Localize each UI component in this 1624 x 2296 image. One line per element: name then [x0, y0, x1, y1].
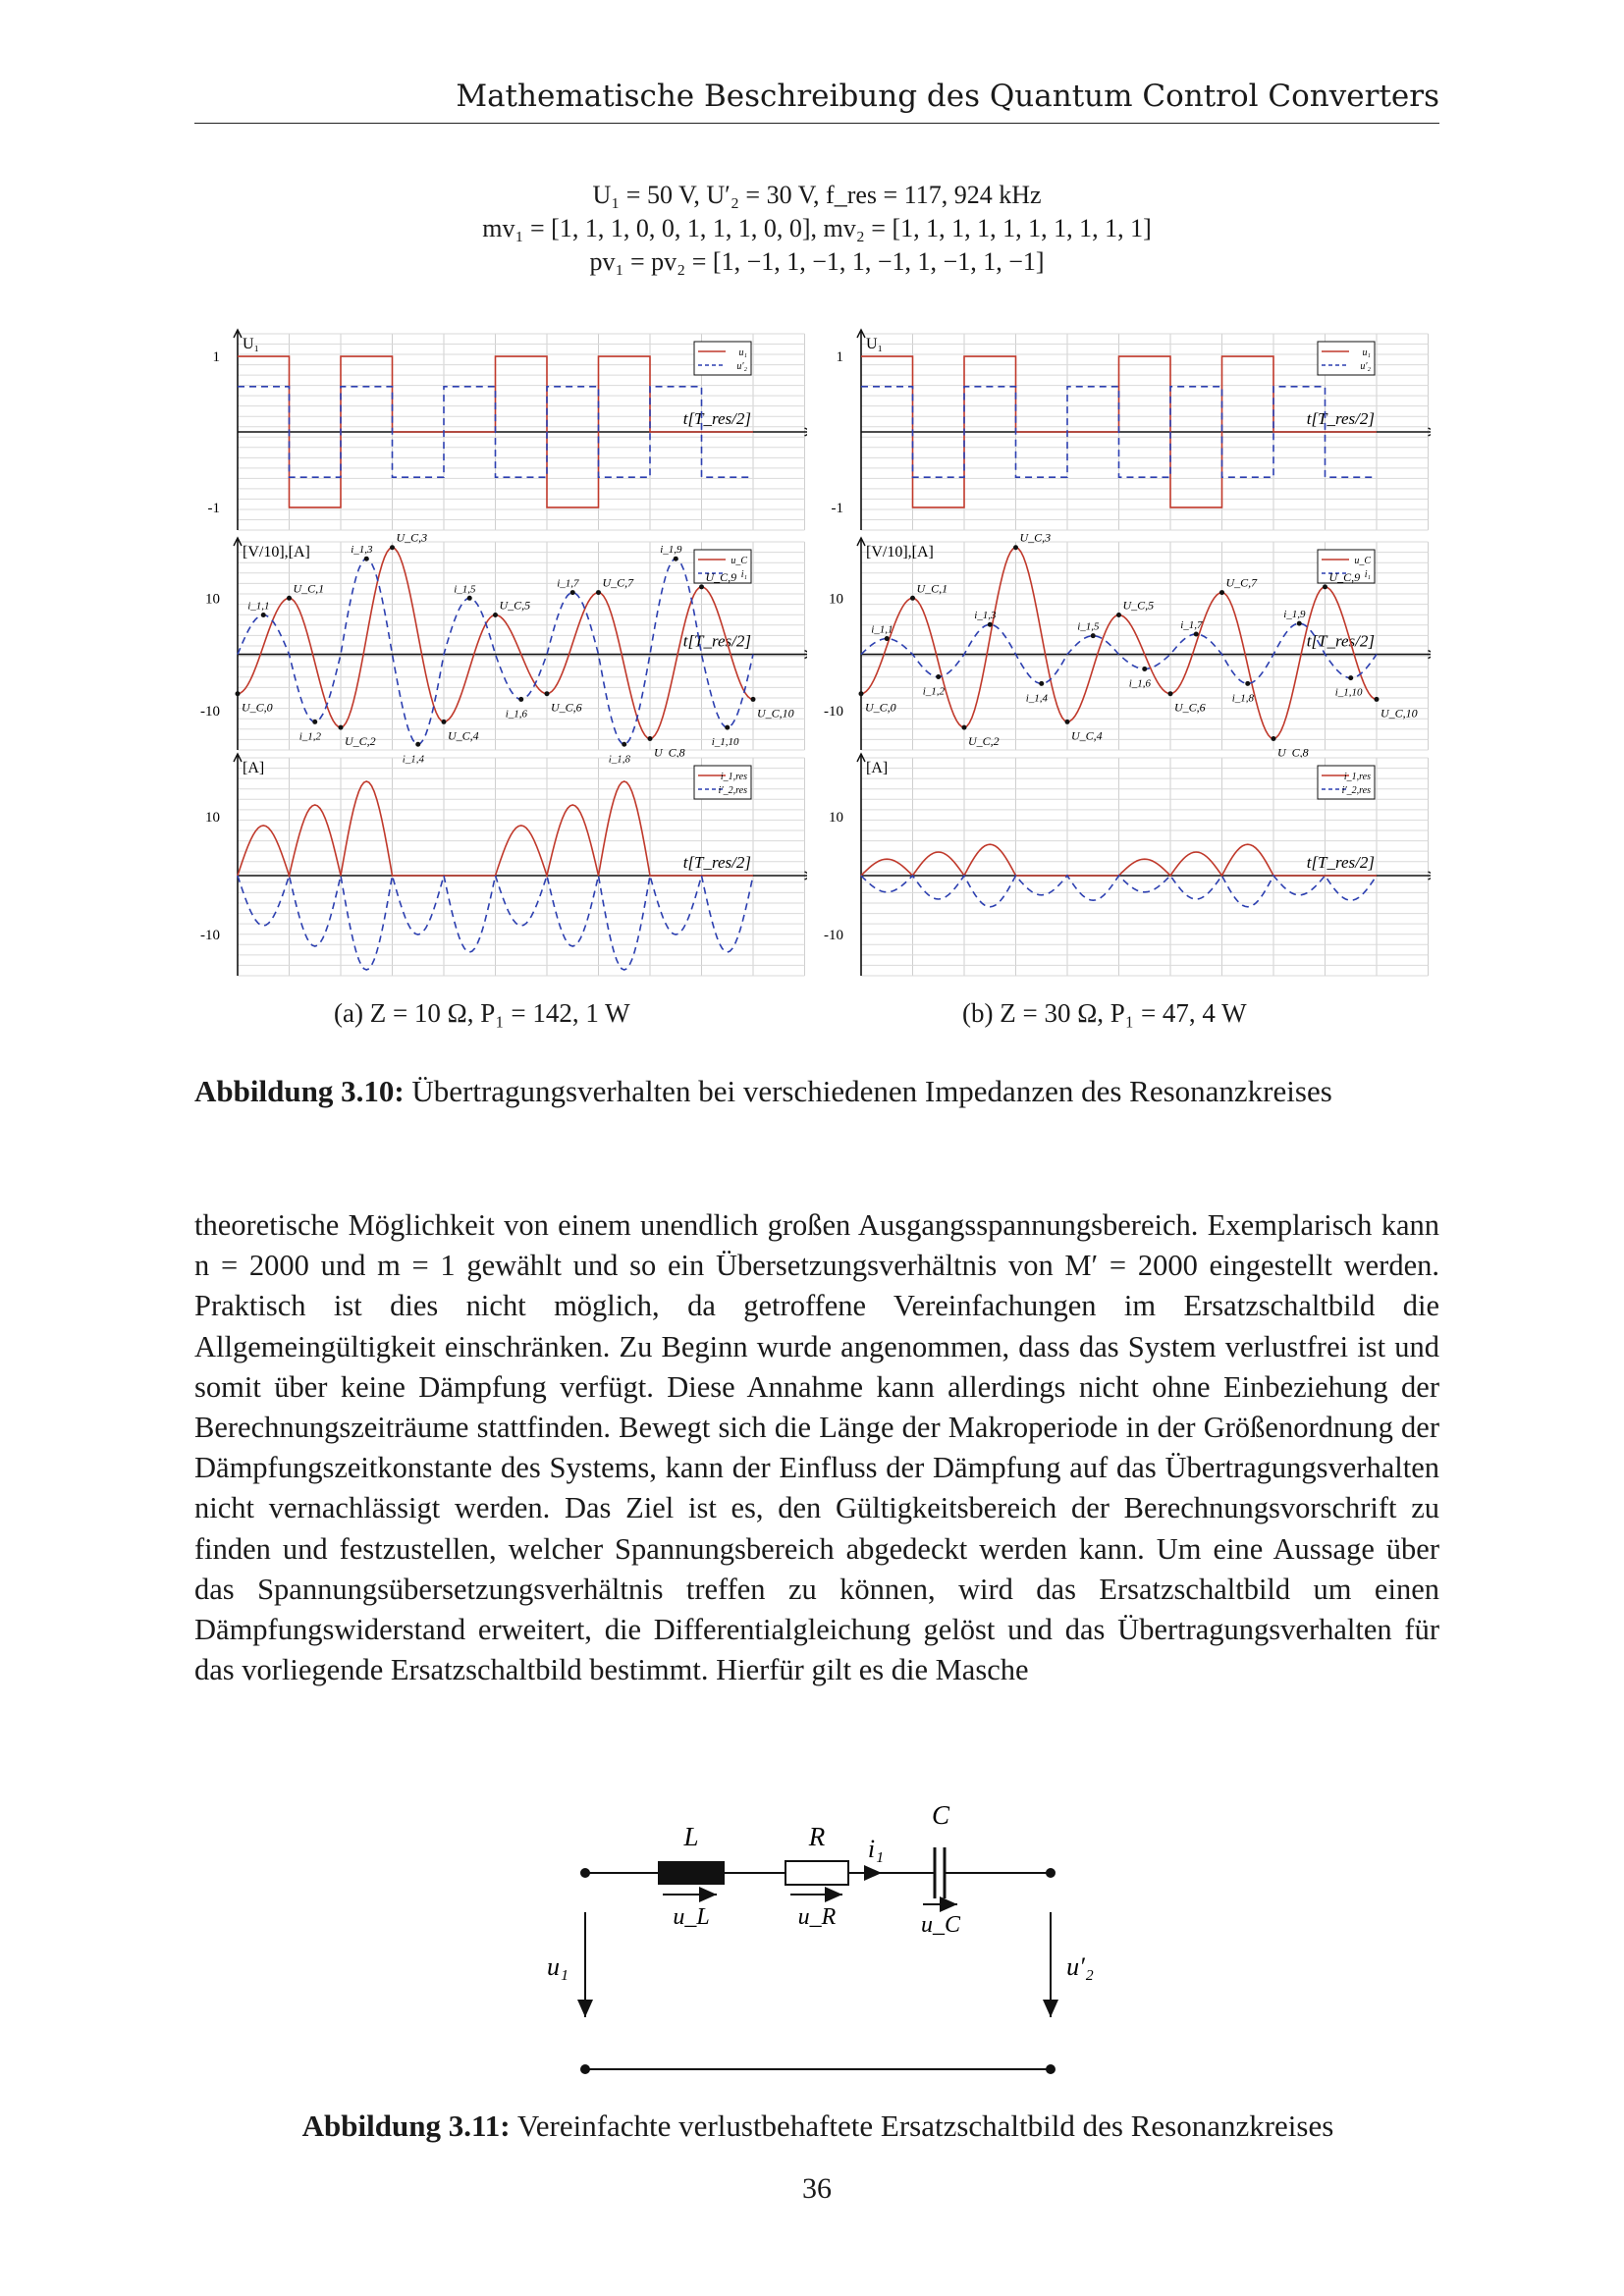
subfigure-a-plots: [196, 324, 807, 982]
y-axis-label: [V/10],[A]: [866, 544, 934, 561]
uC-marker: [442, 720, 447, 724]
uC-marker: [859, 691, 864, 696]
x-axis-label: t[T_res/2]: [682, 631, 751, 651]
subfigure-b-plots: [820, 324, 1431, 982]
legend-entry: u′₂: [736, 361, 747, 372]
legend-entry: i_1,res: [1343, 772, 1371, 782]
i1-annotation: i_1,1: [871, 623, 893, 636]
figure-params-line-1: U₁ = 50 V, U′₂ = 30 V, f_res = 117, 924 kHz: [592, 181, 1042, 209]
uC-annotation: U_C,3: [1019, 530, 1052, 545]
y-tick-label: 10: [829, 810, 843, 826]
figure-3-11-caption: [194, 2105, 1441, 2148]
capacitor-symbol: [935, 1847, 945, 1898]
i1-marker: [1297, 621, 1302, 626]
i1-annotation: i_1,10: [1334, 686, 1363, 699]
uC-annotation: U_C,2: [968, 734, 1000, 749]
label-u1: u₁: [546, 1952, 569, 1981]
uC-annotation: U_C,8: [654, 745, 685, 760]
i1-annotation: i_1,10: [711, 736, 739, 749]
legend-entry: u₁: [1362, 347, 1371, 358]
i1-annotation: i_1,6: [505, 708, 528, 721]
y-tick-label: -1: [831, 500, 843, 516]
figure-3-11-caption-label: Abbildung 3.11:: [301, 2109, 511, 2143]
x-axis-label: t[T_res/2]: [682, 409, 751, 428]
i1-annotation: i_1,3: [974, 610, 997, 622]
uC-annotation: U_C,8: [1277, 745, 1309, 760]
i1-annotation: i_1,1: [247, 600, 270, 613]
header-rule: [194, 123, 1439, 124]
legend-entry: u_C: [1354, 556, 1371, 566]
plot-a-bot: [200, 754, 807, 976]
i1-annotation: i_1,2: [922, 685, 946, 698]
uC-marker: [390, 545, 395, 550]
uC-marker: [699, 584, 704, 589]
i1-marker: [518, 697, 523, 702]
uC-marker: [1013, 545, 1018, 550]
i1-annotation: i_1,5: [454, 583, 476, 596]
y-axis-label: U₁: [243, 336, 260, 352]
i1-marker: [261, 613, 266, 617]
uC-marker: [1116, 613, 1121, 617]
uC-annotation: U_C,5: [1122, 598, 1155, 613]
i1-marker: [885, 636, 890, 641]
uC-annotation: U_C,4: [448, 728, 479, 743]
uC-marker: [493, 613, 498, 617]
y-tick-label: -1: [207, 500, 220, 516]
uC-annotation: U_C,10: [1380, 706, 1418, 721]
legend-entry: u_C: [731, 556, 747, 566]
plot-b-top: [832, 330, 1432, 530]
uC-annotation: U_C,6: [1174, 700, 1206, 715]
i1-annotation: i_1,4: [402, 753, 425, 766]
y-axis-label: [V/10],[A]: [243, 544, 310, 561]
i1-marker: [988, 622, 993, 627]
uC-marker: [339, 725, 344, 730]
label-L: L: [683, 1822, 699, 1851]
i1-marker: [936, 674, 941, 679]
figure-3-11-caption-text: Vereinfachte verlustbehaftete Ersatzschaltbild des Resonanzkreises: [516, 2109, 1334, 2143]
i1-annotation: i_1,8: [1231, 692, 1255, 705]
i1-marker: [1194, 631, 1199, 636]
uC-annotation: U_C,3: [396, 530, 428, 545]
figure-3-10-caption-label: Abbildung 3.10:: [194, 1074, 405, 1108]
terminal-bottom-right: [1046, 2064, 1056, 2074]
label-C: C: [931, 1800, 950, 1830]
i1-marker: [1142, 667, 1147, 671]
uC-annotation: U_C,6: [551, 700, 582, 715]
i1-marker: [1039, 681, 1044, 686]
uC-marker: [1065, 720, 1070, 724]
label-uR: u_R: [797, 1904, 837, 1930]
plot-a-top: [208, 330, 808, 530]
i1-marker: [467, 596, 472, 601]
y-tick-label: 10: [205, 810, 220, 826]
uC-marker: [287, 596, 292, 601]
label-i1: i₁: [867, 1835, 885, 1863]
x-axis-label: t[T_res/2]: [1306, 853, 1375, 872]
y-tick-label: 1: [836, 349, 843, 366]
uC-marker: [962, 725, 967, 730]
legend-entry: i₁: [1364, 569, 1371, 580]
subcaption-a: (a) Z = 10 Ω, P₁ = 142, 1 W: [334, 998, 630, 1028]
page-number: 36: [802, 2172, 832, 2205]
uC-annotation: U_C,4: [1071, 728, 1103, 743]
label-uL: u_L: [673, 1904, 710, 1930]
uC-annotation: U_C,10: [757, 706, 794, 721]
i1-annotation: i_1,7: [557, 577, 579, 590]
plot-b-mid: [824, 531, 1431, 760]
i1-annotation: i_1,9: [1283, 609, 1306, 621]
i1-marker: [1348, 675, 1353, 680]
uC-marker: [648, 736, 653, 741]
y-tick-label: -10: [200, 703, 220, 720]
i1-annotation: i_1,3: [351, 544, 373, 557]
uC-marker: [751, 697, 756, 702]
uC-annotation: U_C,9: [1328, 569, 1361, 584]
i1-annotation: i_1,4: [1025, 692, 1049, 705]
y-axis-label: U₁: [866, 336, 884, 352]
legend-entry: i′_2,res: [1341, 785, 1371, 796]
uC-marker: [1168, 691, 1173, 696]
i1-marker: [364, 557, 369, 561]
legend-entry: i_1,res: [720, 772, 747, 782]
subcaption-b: (b) Z = 30 Ω, P₁ = 47, 4 W: [962, 998, 1247, 1028]
inductor-symbol: [658, 1861, 725, 1885]
i1-annotation: i_1,5: [1077, 620, 1100, 633]
circuit-diagram: [511, 1796, 1119, 2091]
figure-params-line-2: mv₁ = [1, 1, 1, 0, 0, 1, 1, 1, 0, 0], mv₂ = [1, 1, 1, 1, 1, 1, 1, 1, 1, 1]: [482, 214, 1152, 242]
uC-annotation: U_C,1: [293, 581, 325, 596]
legend-entry: u₁: [738, 347, 747, 358]
uC-marker: [1323, 584, 1327, 589]
i1-marker: [622, 742, 626, 747]
label-R: R: [808, 1822, 826, 1851]
i1-annotation: i_1,7: [1180, 618, 1203, 631]
i1-annotation: i_1,8: [608, 753, 631, 766]
label-u2: u′₂: [1066, 1952, 1094, 1981]
y-tick-label: 1: [212, 349, 220, 366]
y-tick-label: 10: [205, 591, 220, 608]
plot-a-mid: [200, 531, 807, 766]
label-uC: u_C: [920, 1912, 961, 1938]
i1-marker: [725, 725, 730, 730]
i1-marker: [570, 590, 575, 595]
i1-marker: [1245, 681, 1250, 686]
uC-annotation: U_C,1: [916, 581, 948, 596]
y-tick-label: -10: [200, 928, 220, 943]
legend-entry: i₁: [740, 569, 747, 580]
x-axis-label: t[T_res/2]: [1306, 631, 1375, 651]
terminal-top-right: [1046, 1868, 1056, 1878]
uC-annotation: U_C,0: [242, 700, 273, 715]
uC-marker: [910, 596, 915, 601]
y-tick-label: -10: [824, 703, 843, 720]
y-tick-label: -10: [824, 928, 843, 943]
body-paragraph: theoretische Möglichkeit von einem unendlich großen Ausgangsspannungsbereich. Exemplarisch kann n = 2000 und m = 1 gewählt und so ein Übersetzungsverhältnis von M′ = 2000 eingestellt werden. Praktisch ist dies nicht möglich, da getroffene Vereinfachungen im Ersatzschaltbild die Allgemeingültigkeit einschränken. Zu Beginn wurde angenommen, dass das System verlustfrei ist und somit über keine Dämpfung verfügt. Diese Annahme kann allerdings nicht ohne Einbeziehung der Berechnungszeiträume stattfinden. Bewegt sich die Länge der Makroperiode in der Größenordnung der Dämpfungszeitkonstante des Systems, kann der Einfluss der Dämpfung auf das Übertragungsverhalten nicht vernachlässigt werden. Das Ziel ist es, den Gültigkeitsbereich der Berechnungsvorschrift zu finden und festzustellen, welcher Spannungsbereich abgedeckt werden kann. Um eine Aussage über das Spannungsübersetzungsverhältnis treffen zu können, wird das Ersatzschaltbild um einen Dämpfungswiderstand erweitert, die Differentialgleichung gelöst und das Übertragungsverhalten für das vorliegende Ersatzschaltbild bestimmt. Hierfür gilt es die Masche: [194, 1208, 1439, 1687]
terminal-top-left: [580, 1868, 590, 1878]
figure-3-10-caption: [194, 1070, 1441, 1113]
uC-annotation: U_C,9: [705, 569, 737, 584]
uC-marker: [545, 691, 550, 696]
uC-annotation: U_C,7: [602, 575, 634, 590]
i1-marker: [312, 720, 317, 724]
resistor-symbol: [785, 1861, 848, 1885]
legend-entry: i′_2,res: [718, 785, 747, 796]
uC-annotation: U_C,0: [865, 700, 896, 715]
uC-marker: [1219, 590, 1224, 595]
i1-annotation: i_1,6: [1128, 677, 1152, 690]
plot-b-bot: [824, 754, 1431, 976]
uC-annotation: U_C,2: [345, 734, 376, 749]
uC-marker: [1375, 697, 1380, 702]
terminal-bottom-left: [580, 2064, 590, 2074]
i1-marker: [1091, 633, 1096, 638]
legend-entry: u′₂: [1360, 361, 1371, 372]
uC-annotation: U_C,7: [1225, 575, 1258, 590]
y-axis-label: [A]: [866, 760, 889, 776]
i1-marker: [674, 557, 678, 561]
figure-3-10-caption-text: Übertragungsverhalten bei verschiedenen Impedanzen des Resonanzkreises: [411, 1074, 1332, 1108]
i1-marker: [415, 742, 420, 747]
uC-marker: [236, 691, 241, 696]
uC-annotation: U_C,5: [499, 598, 531, 613]
y-axis-label: [A]: [243, 760, 265, 776]
i1-annotation: i_1,2: [298, 730, 322, 743]
y-tick-label: 10: [829, 591, 843, 608]
running-header: Mathematische Beschreibung des Quantum Control Converters: [456, 79, 1439, 114]
i1-annotation: i_1,9: [660, 544, 682, 557]
x-axis-label: t[T_res/2]: [1306, 409, 1375, 428]
x-axis-label: t[T_res/2]: [682, 853, 751, 872]
figure-params-line-3: pv₁ = pv₂ = [1, −1, 1, −1, 1, −1, 1, −1, 1, −1]: [589, 247, 1045, 276]
uC-marker: [1272, 736, 1276, 741]
uC-marker: [596, 590, 601, 595]
